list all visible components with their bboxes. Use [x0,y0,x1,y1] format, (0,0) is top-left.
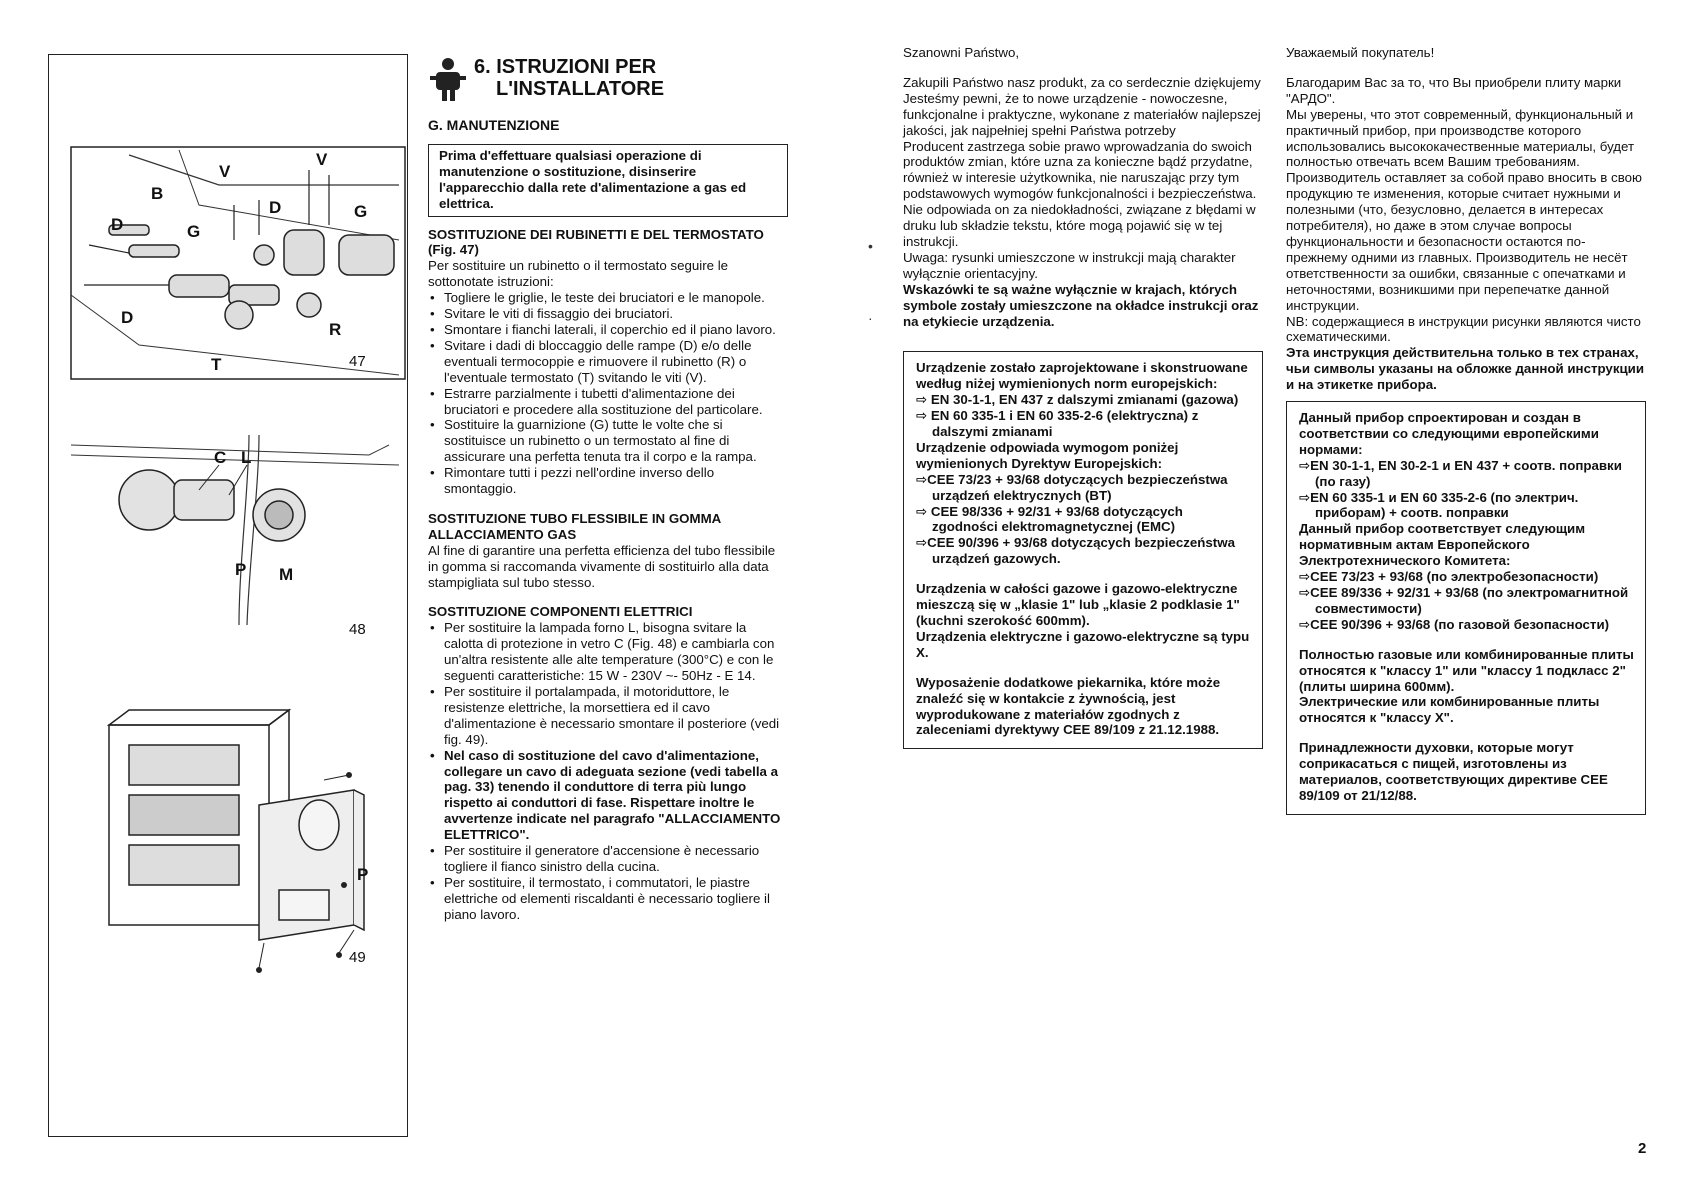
pl-norms-intro: Urządzenie zostało zaprojektowane i skonstruowane według niżej wymienionych norm europejskich: [916,360,1248,392]
ru-greeting: Уважаемый покупатель! [1286,45,1435,60]
ru-class-2: Электрические или комбинированные плиты относятся к "классу X". [1299,694,1600,726]
pl-paragraph-1: Zakupili Państwo nasz produkt, za co serdecznie dziękujemy [903,74,1261,90]
pl-paragraph-3: Producent zastrzega sobie prawo wprowadzania do swoich produktów zmian, które uzna za konieczne bądź przydatne, również w interesie użytkownika, nie naruszając przy tym podstawowych wymogów funkcjonalności i bezpieczeństwa. Nie odpowiada on za niedokładności, związane z błędami w druku lub składzie tekstu, które mogą pojawić się w tej instrukcji. [903,138,1257,249]
pl-greeting: Szanowni Państwo, [903,45,1020,60]
title-line-2: L'INSTALLATORE [496,78,665,100]
pl-norms-box [903,351,1263,749]
ru-norms-intro: Данный прибор спроектирован и создан в соответствии со следующими европейскими нормами: [1299,410,1599,457]
ru-paragraph-3: Производитель оставляет за собой право вносить в свою продукцию те изменения, которые считает нужными и полезными (что, безусловно, делается в интересах потребителя), но даже в этом случае вопросы функциональности и безопасности остаются по-прежнему одними из главных. Производитель не несёт ответственности за ошибки, связанные с опечатками и неточностями, возникшими при перепечатке данной инструкции. [1286,170,1642,313]
list-item-bold: • Nel caso di sostituzione del cavo d'alimentazione, collegare un cavo di adeguata sezione (vedi tabella a pag. 33) tenendo il conduttore di terra più lungo rispetto ai conduttori di fase. Rispettare inoltre le avvertenze indicate nel paragrafo "ALLACCIAMENTO ELETTRICO". [428,748,788,843]
list-item: • Svitare i dadi di bloccaggio delle rampe (D) e/o delle eventuali termocoppie e rimuovere il rubinetto (R) o l'eventuale termostato (T) svitando le viti (V). [428,338,788,386]
pl-directive-1: ⇨CEE 73/23 + 93/68 dotyczących bezpieczeństwa urządzeń elektrycznych (BT) [916,471,1228,503]
list-item: • Smontare i fianchi laterali, il coperchio ed il piano lavoro. [428,322,788,338]
list-item: • Per sostituire il portalampada, il motoriduttore, le resistenze elettriche, la morsettiera ed il cavo d'alimentazione è necessario smontare il posteriore (vedi fig. 49). [428,684,788,748]
section2-text: Al fine di garantire una perfetta efficienza del tubo flessibile in gomma si raccomanda vivamente di sostituirlo alla data stampigliata sul tubo stesso. [428,542,776,590]
ru-food-note: Принадлежности духовки, которые могут соприкасаться с пищей, изготовлены из материалов, соответствующих директиве CEE 89/109 от 21/12/88. [1299,740,1608,803]
italian-column [428,56,788,923]
section1-list [428,290,788,497]
ru-norm-2: ⇨EN 60 335-1 и EN 60 335-2-6 (по электрич. приборам) + соотв. поправки [1299,489,1579,521]
title-line-1: 6. ISTRUZIONI PER [474,56,657,78]
fig48-label-c: C [214,448,227,467]
list-item: • Svitare le viti di fissaggio dei bruciatori. [428,306,788,322]
figure-48-number: 48 [349,621,366,638]
subtitle: G. MANUTENZIONE [428,117,560,133]
pl-paragraph-5: Wskazówki te są ważne wyłącznie w krajach, których symbole zostały umieszczone na okładce instrukcji oraz na etykiecie urządzenia. [903,281,1259,329]
fig47-label-d1: D [269,198,282,217]
polish-column [903,45,1263,749]
ru-paragraph-1: Благодарим Вас за то, что Вы приобрели плиту марки "АРДО". [1286,74,1622,106]
pl-food-note: Wyposażenie dodatkowe piekarnika, które może znaleźć się w kontakcie z żywnością, jest wyprodukowane z materiałów zgodnych z zaleceniami dyrektywy CEE 89/109 z 21.12.1988. [916,674,1221,738]
section-title [474,56,788,100]
list-item: • Rimontare tutti i pezzi nell'ordine inverso dello smontaggio. [428,465,788,497]
section3-list [428,620,788,922]
pl-directive-2: ⇨ CEE 98/336 + 92/31 + 93/68 dotyczących zgodności elektromagnetycznej (EMC) [916,503,1183,535]
fig47-label-g1: G [187,222,201,241]
list-item: • Per sostituire, il termostato, i commutatori, le piastre elettriche od elementi riscaldanti è necessario togliere il piano lavoro. [428,875,788,923]
fig48-label-m: M [279,565,294,584]
figure-48-oven-lamp [69,425,407,635]
list-item: • Per sostituire la lampada forno L, bisogna svitare la calotta di protezione in vetro C (Fig. 48) e cambiarla con un'altra resistente alle alte temperature (300°C) e con le seguenti caratteristiche: 15 W - 230V ~- 50Hz - E 14. [428,620,788,684]
fig48-label-p: P [235,560,247,579]
ru-norms-box [1286,401,1646,815]
scan-mark: · [868,310,873,326]
section1-intro: Per sostituire un rubinetto o il termostato seguire le sottonotate istruzioni: [428,258,729,290]
list-item: • Per sostituire il generatore d'accensione è necessario togliere il fianco sinistro della cucina. [428,843,788,875]
figure-frame [48,54,408,1137]
list-item: • Sostituire la guarnizione (G) tutte le volte che si sostituisce un rubinetto o un termostato al fine di assicurare una perfetta tenuta tra il corpo e la rampa. [428,417,788,465]
section3-title: SOSTITUZIONE COMPONENTI ELETTRICI [428,604,693,620]
installer-icon [428,56,468,102]
pl-directive-3: ⇨CEE 90/396 + 93/68 dotyczących bezpieczeństwa urządzeń gazowych. [916,535,1235,567]
pl-paragraph-2: Jesteśmy pewni, że to nowe urządzenie - nowoczesne, funkcjonalne i praktyczne, wykonane z materiałów najlepszej jakości, jak najpełniej spełni Państwa potrzeby [903,90,1261,138]
warning-box: Prima d'effettuare qualsiasi operazione di manutenzione o sostituzione, disinserire l'apparecchio dalla rete d'alimentazione a gas ed elettrica. [428,144,788,217]
pl-directives-intro: Urządzenie odpowiada wymogom poniżej wymienionych Dyrektyw Europejskich: [916,439,1179,471]
fig49-label-p: P [357,865,369,884]
fig47-label-r: R [329,320,342,339]
ru-directive-1: ⇨CEE 73/23 + 93/68 (по электробезопасности) [1299,569,1599,585]
figure-47-taps-thermostat [69,145,407,435]
page-number: 2 [1638,1140,1647,1157]
scan-mark: • [868,238,873,254]
ru-class-1: Полностью газовые или комбинированные плиты относятся к "классу 1" или "классу 1 подкласс 2" (плиты ширина 600мм). [1299,646,1634,694]
fig47-label-v1: V [219,162,231,181]
russian-column [1286,45,1646,815]
list-item: • Togliere le griglie, le teste dei bruciatori e le manopole. [428,290,788,306]
pl-paragraph-4: Uwaga: rysunki umieszczone w instrukcji mają charakter wyłącznie orientacyjny. [903,249,1236,281]
pl-norm-1: ⇨ EN 30-1-1, EN 437 z dalszymi zmianami (gazowa) [916,392,1239,408]
ru-paragraph-4: NB: содержащиеся в инструкции рисунки являются чисто схематическими. [1286,313,1641,345]
ru-directive-2: ⇨CEE 89/336 + 92/31 + 93/68 (по электромагнитной совместимости) [1299,585,1629,616]
fig47-label-g2: G [354,202,368,221]
ru-norm-1: ⇨EN 30-1-1, EN 30-2-1 и EN 437 + соотв. поправки (по газу) [1299,457,1622,489]
ru-paragraph-2: Мы уверены, что этот современный, функциональный и практичный прибор, при производстве которого использовались высококачественные материалы, будет полностью отвечать всем Вашим требованиям. [1286,106,1635,170]
ru-directive-3: ⇨CEE 90/396 + 93/68 (по газовой безопасности) [1299,616,1610,632]
pl-norm-2: ⇨ EN 60 335-1 i EN 60 335-2-6 (elektryczna) z dalszymi zmianami [916,408,1199,440]
section2-title: SOSTITUZIONE TUBO FLESSIBILE IN GOMMA ALLACCIAMENTO GAS [428,510,721,542]
figure-47-number: 47 [349,353,366,370]
fig47-label-d3: D [121,308,134,327]
section1-title: SOSTITUZIONE DEI RUBINETTI E DEL TERMOSTATO (Fig. 47) [428,226,764,258]
fig47-label-b: B [151,184,164,203]
pl-class-1: Urządzenia w całości gazowe i gazowo-elektryczne mieszczą się w „klasie 1" lub „klasie 2 podklasie 1" (kuchni szerokość 600mm). [916,581,1240,628]
fig47-label-d2: D [111,215,124,234]
list-item: • Estrarre parzialmente i tubetti d'alimentazione dei bruciatori e procedere alla sostituzione del particolare. [428,386,788,418]
pl-class-2: Urządzenia elektryczne i gazowo-elektryczne są typu X. [916,628,1250,660]
fig47-label-v2: V [316,150,328,169]
fig47-label-t: T [211,355,222,374]
ru-paragraph-5: Эта инструкция действительна только в тех странах, чьи символы указаны на обложке данной инструкции и на этикетке прибора. [1286,345,1645,393]
fig48-label-l: L [241,448,252,467]
ru-directives-intro: Данный прибор соответствует следующим нормативным актам Европейского Электротехнического Комитета: [1299,521,1586,569]
figure-49-number: 49 [349,949,366,966]
